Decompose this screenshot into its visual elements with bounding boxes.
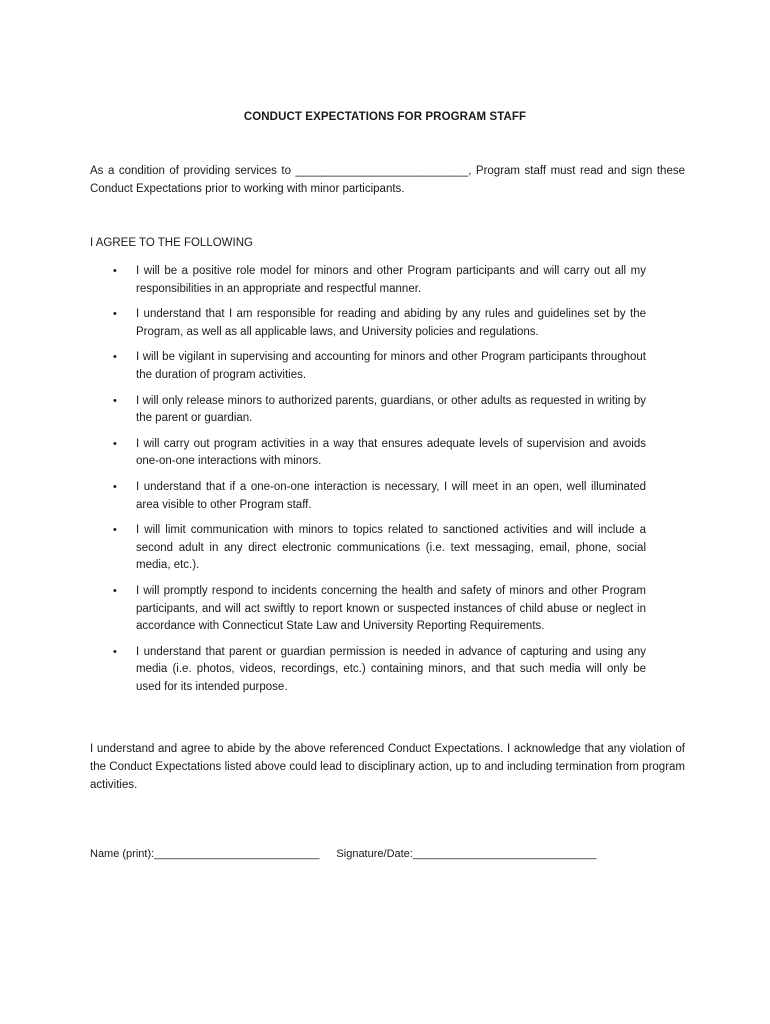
expectation-text: I understand that if a one-on-one interaction is necessary, I will meet in an open, well illuminated area visible to other Program staff. bbox=[136, 480, 646, 511]
intro-paragraph: As a condition of providing services to ___________________________, Program staff must read and sign these Conduct Expectations prior to working with minor participants. bbox=[90, 165, 685, 195]
bullet-icon: • bbox=[113, 308, 117, 321]
signature-date-field[interactable]: Signature/Date:______________________________ bbox=[336, 848, 597, 860]
bullet-icon: • bbox=[113, 265, 117, 277]
bullet-icon: • bbox=[113, 351, 117, 364]
bullet-icon: • bbox=[113, 645, 117, 658]
expectation-text: I will be a positive role model for minors and other Program participants and will carry out all my responsibilities in an appropriate and respectful manner. bbox=[136, 265, 646, 295]
document-title: CONDUCT EXPECTATIONS FOR PROGRAM STAFF bbox=[243, 111, 527, 123]
list-item bbox=[0, 583, 646, 636]
expectation-text: I will promptly respond to incidents concerning the health and safety of minors and other Program participants, and will act swiftly to report known or suspected instances of child abuse or neglect in accordance with Connecticut State Law and University Reporting Requirements. bbox=[136, 584, 646, 633]
list-item bbox=[0, 436, 646, 471]
agree-heading: I AGREE TO THE FOLLOWING bbox=[90, 237, 253, 249]
expectations-list bbox=[0, 263, 770, 704]
signature-row bbox=[90, 848, 596, 860]
bullet-icon: • bbox=[113, 394, 117, 407]
list-item bbox=[0, 479, 646, 514]
bullet-icon: • bbox=[113, 437, 117, 450]
expectation-text: I will limit communication with minors to topics related to sanctioned activities and will include a second adult in any direct electronic communications (i.e. text messaging, email, phone, social media, etc.). bbox=[136, 524, 646, 572]
expectation-text: I understand that parent or guardian permission is needed in advance of capturing and using any media (i.e. photos, videos, recordings, etc.) containing minors, and that such media will only be used for its intended purpose. bbox=[136, 645, 646, 693]
closing-paragraph: I understand and agree to abide by the above referenced Conduct Expectations. I acknowledge that any violation of the Conduct Expectations listed above could lead to disciplinary action, up to and including termination from program activities. bbox=[90, 743, 685, 791]
list-item bbox=[0, 644, 646, 697]
name-print-field[interactable]: Name (print):___________________________ bbox=[90, 848, 320, 860]
expectation-text: I will carry out program activities in a way that ensures adequate levels of supervision and avoids one-on-one interactions with minors. bbox=[136, 437, 646, 468]
expectation-text: I will be vigilant in supervising and accounting for minors and other Program participants throughout the duration of program activities. bbox=[136, 351, 646, 381]
list-item bbox=[0, 393, 646, 428]
expectation-text: I understand that I am responsible for reading and abiding by any rules and guidelines set by the Program, as well as all applicable laws, and University policies and regulations. bbox=[136, 308, 646, 338]
list-item bbox=[0, 349, 646, 384]
list-item bbox=[0, 263, 646, 298]
bullet-icon: • bbox=[113, 584, 117, 597]
bullet-icon: • bbox=[113, 480, 117, 493]
list-item bbox=[0, 306, 646, 341]
list-item bbox=[0, 522, 646, 575]
bullet-icon: • bbox=[113, 524, 117, 537]
expectation-text: I will only release minors to authorized parents, guardians, or other adults as requested in writing by the parent or guardian. bbox=[136, 394, 646, 425]
